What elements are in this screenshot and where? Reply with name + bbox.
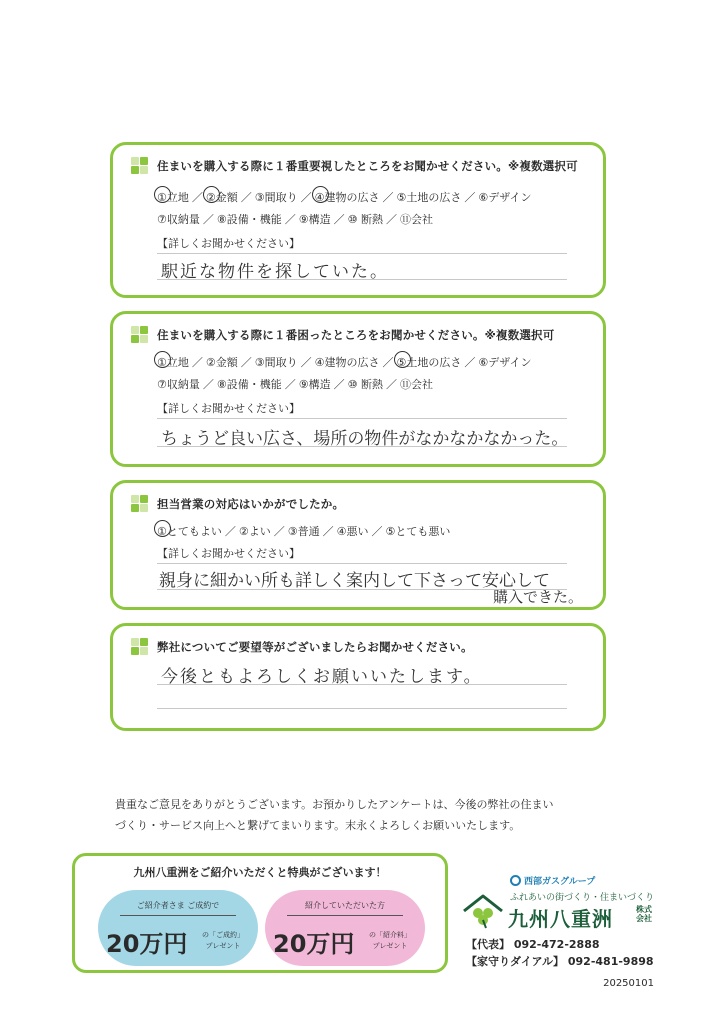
options-row: ⑦収納量 ／ ⑧設備・機能 ／ ⑨構造 ／ ⑩ 断熱 ／ ⑪会社 [157, 213, 433, 226]
detail-label: 【詳しくお聞かせください】 [157, 547, 300, 560]
promo-pill-referrer [98, 890, 258, 966]
option-circled: ①立地 [157, 191, 189, 204]
pill-subtext: の「紹介料」 プレゼント [369, 931, 411, 950]
pill-amount: 20万円 [273, 930, 355, 958]
answer-line [157, 253, 567, 254]
option: ③普通 [287, 525, 320, 538]
option: ⑧設備・機能 [216, 213, 282, 226]
handwritten-answer: 今後ともよろしくお願いいたします。 [161, 667, 483, 687]
phone-main: 【代表】 092-472-2888 [466, 938, 600, 951]
closing-line: づくり・サービス向上へと繋げてまいります。末永くよろしくお願いいたします。 [115, 819, 521, 832]
promo-pill-referred [265, 890, 425, 966]
question-card-1 [110, 142, 606, 298]
option: ②よい [238, 525, 271, 538]
answer-line [157, 446, 567, 447]
divider [120, 915, 236, 916]
option: ④建物の広さ [314, 356, 380, 369]
question-title: 住まいを購入する際に１番重要視したところをお聞かせください。※複数選択可 [157, 159, 578, 173]
question-title: 弊社についてご要望等がございましたらお聞かせください。 [157, 640, 473, 654]
question-header [131, 326, 555, 344]
clover-icon [131, 157, 149, 175]
question-card-4 [110, 623, 606, 731]
company-tagline: ふれあいの街づくり・住まいづくり [510, 893, 655, 903]
group-name: 西部ガスグループ [510, 874, 595, 887]
question-header [131, 157, 578, 175]
handwritten-answer: 駅近な物件を探していた。 [161, 262, 389, 282]
handwritten-answer-cont: 購入できた。 [493, 588, 584, 606]
answer-line [157, 708, 567, 709]
option: ⑤土地の広さ [396, 191, 462, 204]
question-title: 担当営業の対応はいかがでしたか。 [157, 497, 345, 511]
option: ⑥デザイン [478, 356, 532, 369]
detail-label: 【詳しくお聞かせください】 [157, 237, 300, 250]
closing-message [115, 794, 585, 836]
options-row: ①立地 ／ ②金額 ／ ③間取り ／ ④建物の広さ ／ ⑤土地の広さ ／ ⑥デザイン [157, 191, 532, 204]
company-corp-suffix: 株式会社 [636, 905, 652, 923]
option-circled: ②金額 [205, 191, 238, 204]
option: ⑪会社 [399, 378, 433, 391]
answer-line [157, 563, 567, 564]
option: ⑩ 断熱 [347, 378, 383, 391]
pill-caption: 紹介していただいた方 [305, 901, 385, 910]
option: ⑨構造 [298, 213, 331, 226]
house-clover-icon [462, 893, 504, 929]
question-title: 住まいを購入する際に１番困ったところをお聞かせください。※複数選択可 [157, 328, 555, 342]
option: ⑦収納量 [157, 378, 200, 391]
document-number: 20250101 [603, 978, 654, 989]
promo-title: 九州八重洲をご紹介いただくと特典がございます！ [133, 866, 387, 879]
question-card-3 [110, 480, 606, 610]
handwritten-answer: 親身に細かい所も詳しく案内して下さって安心して [159, 571, 550, 591]
pill-amount: 20万円 [106, 930, 188, 958]
company-name: 九州八重洲 [508, 907, 613, 931]
options-row: ①とてもよい ／ ②よい ／ ③普通 ／ ④悪い ／ ⑤とても悪い [157, 525, 451, 538]
option: ⑥デザイン [478, 191, 532, 204]
option: ③間取り [254, 191, 298, 204]
divider [287, 915, 403, 916]
option-circled: ①立地 [157, 356, 189, 369]
answer-line [157, 684, 567, 685]
group-logo-icon [510, 875, 521, 886]
option: ⑪会社 [399, 213, 433, 226]
answer-line [157, 279, 567, 280]
option: ③間取り [254, 356, 298, 369]
closing-line: 貴重なご意見をありがとうございます。お預かりしたアンケートは、今後の弊社の住まい [115, 798, 554, 811]
option-circled: ⑤土地の広さ [396, 356, 462, 369]
detail-label: 【詳しくお聞かせください】 [157, 402, 300, 415]
pill-caption: ご紹介者さま ご成約で [136, 901, 220, 910]
options-row: ⑦収納量 ／ ⑧設備・機能 ／ ⑨構造 ／ ⑩ 断熱 ／ ⑪会社 [157, 378, 433, 391]
options-row: ①立地 ／ ②金額 ／ ③間取り ／ ④建物の広さ ／ ⑤土地の広さ ／ ⑥デザイン [157, 356, 532, 369]
phone-care-dial: 【家守りダイアル】 092-481-9898 [466, 955, 654, 968]
option-circled: ①とてもよい [157, 525, 222, 538]
option: ⑩ 断熱 [347, 213, 383, 226]
option: ⑨構造 [298, 378, 331, 391]
option: ⑧設備・機能 [216, 378, 282, 391]
option: ②金額 [205, 356, 238, 369]
clover-icon [131, 495, 149, 513]
referral-promo [72, 853, 448, 973]
handwritten-answer: ちょうど良い広さ、場所の物件がなかなかなかった。 [161, 429, 569, 449]
clover-icon [131, 638, 149, 656]
option: ⑤とても悪い [385, 525, 451, 538]
question-card-2 [110, 311, 606, 467]
answer-line [157, 418, 567, 419]
clover-icon [131, 326, 149, 344]
option: ④悪い [336, 525, 369, 538]
option-circled: ④建物の広さ [314, 191, 380, 204]
question-header [131, 638, 473, 656]
pill-subtext: の「ご成約」 プレゼント [202, 931, 244, 950]
question-header [131, 495, 344, 513]
option: ⑦収納量 [157, 213, 200, 226]
